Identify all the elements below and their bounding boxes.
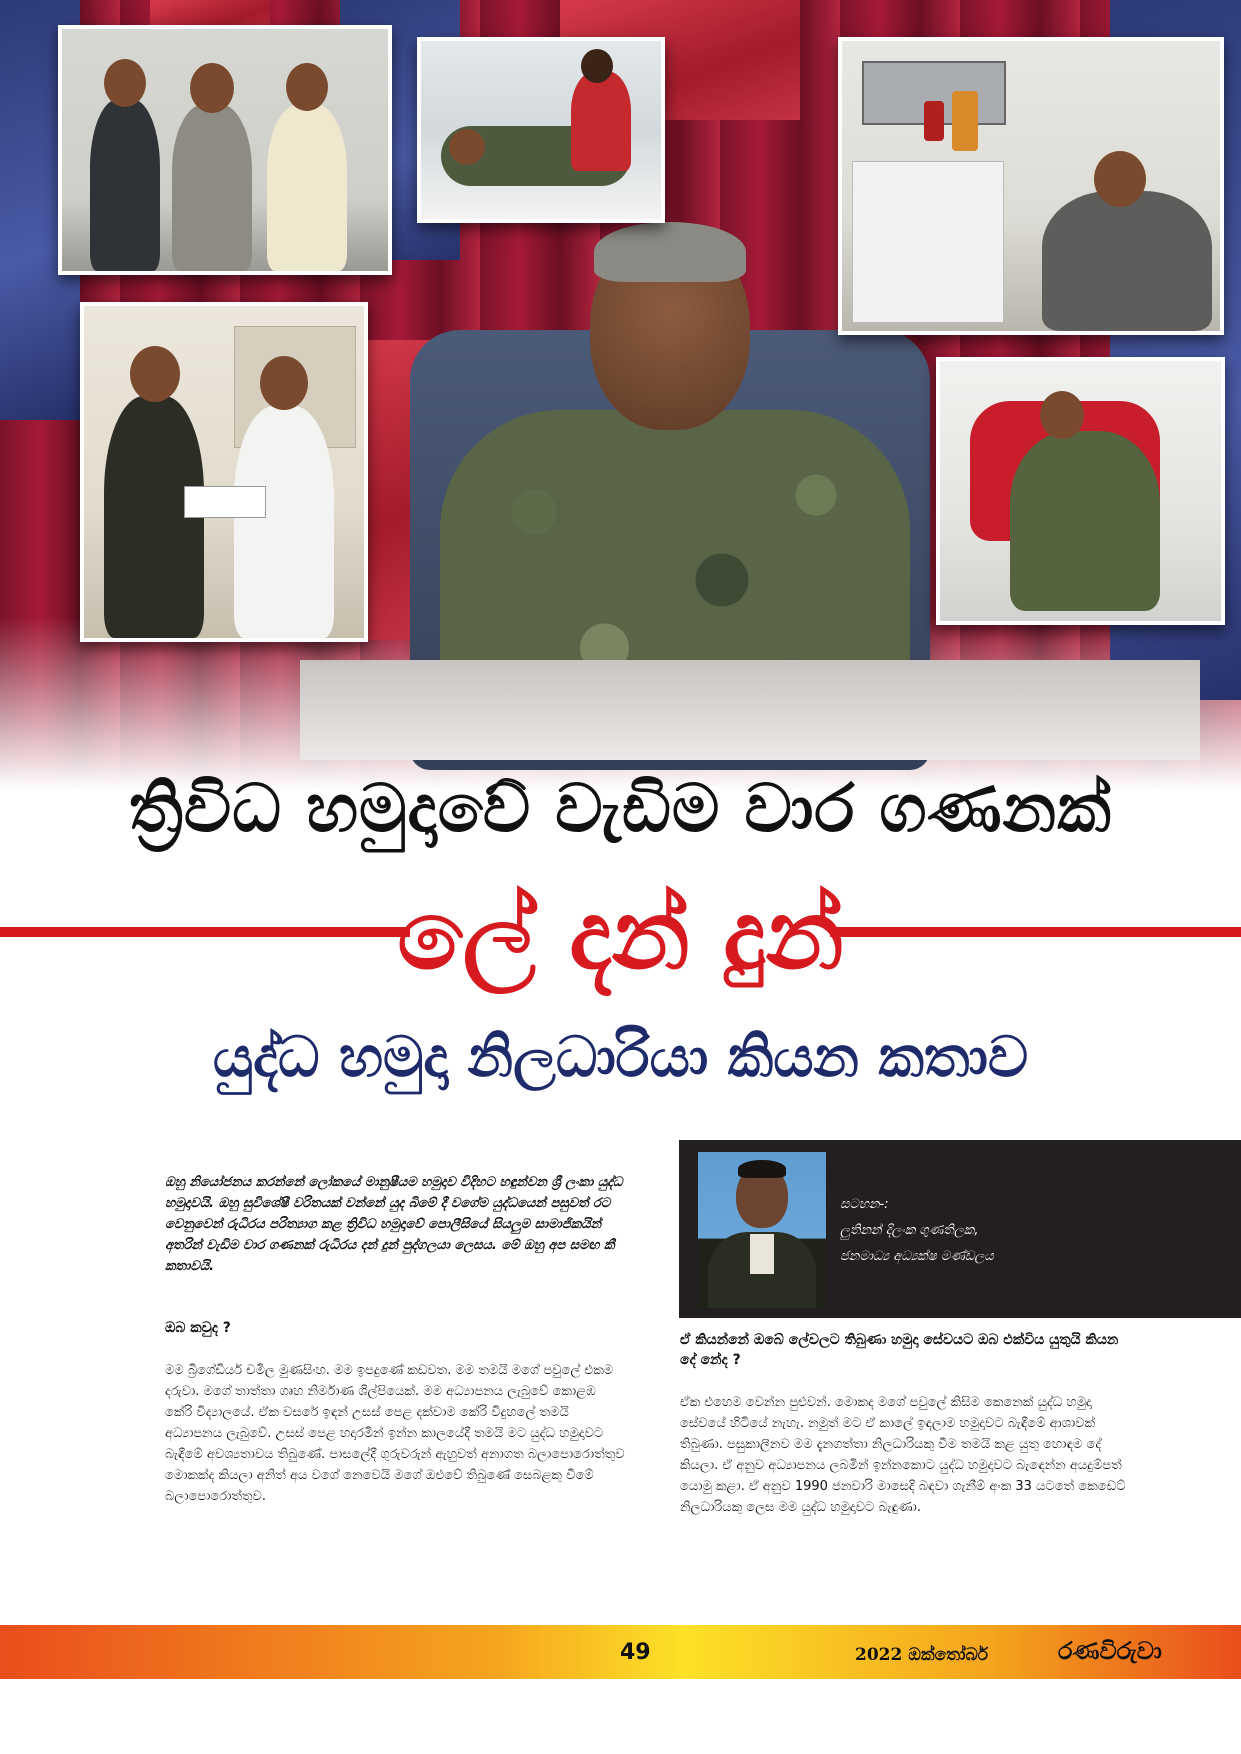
photo-red-chair: [936, 357, 1225, 625]
photo-handshake: [58, 25, 392, 275]
headline-line1: ත්‍රිවිධ හමුදාවේ වැඩිම වාර ගණනක්: [129, 770, 1112, 847]
magazine-logo: රණවිරුවා: [1058, 1636, 1162, 1665]
question-2: ඒ කියන්නේ ඔබේ ලේවලට තිබුණා හමුදා සේවයට ඔබ එක්විය යුතුයි කියන දේ නේද ?: [680, 1332, 1119, 1368]
author-note-text: [840, 1192, 994, 1270]
answer-1: මම බ්‍රිගේඩියර් චමිල මුණසිංහ. මම ඉපදුණේ කඩවත. මම තමයි මගේ පවුලේ එකම දරුවා. මගේ තාත්තා ගෘහ නිර්මාණ ශිල්පියෙක්. මම අධ්‍යාපනය ලැබුවේ කොළඹ කේරි විද්‍යාලයේ. ඒක වසරේ ඉඳන් උසස් පෙළ දක්වාම කේරි විදුහලේ තමයි අධ්‍යාපනය ලැබුවේ. උසස් පෙළ හදාරමින් ඉන්න කාලයේදී තමයි මට යුද්ධ හමුදාවට බැඳීමේ අවශ්‍යතාවය තිබුණේ. පාසලේදී ගුරුවරුන් ඇහුවත් අනාගත බලාපොරොත්තුව මොකක්ද කියලා අනිත් අය වගේ නෙවෙයි මගේ ඔළුවේ තිබුණේ සෙබළකු වීමේ බලාපොරොත්තුව.: [165, 1363, 625, 1504]
photo-apheresis: [838, 37, 1224, 335]
photo-presentation: [80, 302, 368, 642]
answer-2: ඒක එහෙම වෙන්න පුළුවන්. මොකද මගේ පවුලේ කිසිම කෙනෙක් යුද්ධ හමුදා සේවයේ හිටියේ නැහැ. නමුත් මට ඒ කාලේ ඉඳලාම හමුදාවට බැඳීමේ ආශාවක් තිබුණා. පසුකාලීනව මම දැනගත්තා නිලධාරියකු වීම තමයි කළ යුතු හොඳම දේ කියලා. ඒ අනුව අධ්‍යාපනය ලබමින් ඉන්නකොට යුද්ධ හමුදාවට බැඳෙන්න අයදුම්පත් යොමු කළා. ඒ අනුව 1990 ජනවාරි මාසෙදි බඳවා ගැනීම් අංක 33 යටතේ කෙඩෙට් නිලධාරියකු ලෙස මම යුද්ධ හමුදාවට බැඳුණා.: [680, 1395, 1126, 1515]
author-photo: [698, 1152, 826, 1308]
intro-paragraph: ඔහු නියෝජනය කරන්නේ ලෝකයේ මානුෂීයම හමුදාව විදිහට හඳුන්වන ශ්‍රී ලංකා යුද්ධ හමුදාවයි. ඔහු සුවිශේෂී වරිතයක් වන්නේ යුද බිමේ දී වගේම යුද්ධයෙන් පසුවත් රට වෙනුවෙන් රුධිරය පරිත්‍යාග කළ ත්‍රිවිධ හමුදාවේ පොලීසියේ සියලුම සාමාජිකයින් අතරින් වැඩිම වාර ගණනක් රුධිරය දන් දුන් පුද්ගලයා ලෙසය. මේ ඔහු අප සමඟ කී කතාවයි.: [165, 1175, 623, 1274]
note-author: ලුතිනන් දිලංක ගුණතිලක,: [840, 1223, 979, 1238]
hero-collage: [0, 0, 1241, 790]
headline-line2-block: [0, 870, 1241, 1000]
question-1: ඔබ කවුද ?: [165, 1320, 231, 1336]
desk: [300, 660, 1200, 760]
officer-hair: [594, 222, 746, 282]
note-unit: ජනමාධ්‍ය අධ්‍යක්ෂ මණ්ඩලය: [840, 1249, 994, 1264]
page-number: 49: [620, 1640, 651, 1665]
photo-donation-bed: [417, 37, 665, 223]
headline-line3: යුද්ධ හමුදා නිලධාරියා කියන කතාව: [212, 1025, 1029, 1090]
issue-date: 2022 ඔක්තෝබර්: [855, 1645, 989, 1665]
headline-line2: ලේ දන් දුන්: [397, 879, 844, 991]
note-label: සටහන-:: [840, 1197, 889, 1212]
